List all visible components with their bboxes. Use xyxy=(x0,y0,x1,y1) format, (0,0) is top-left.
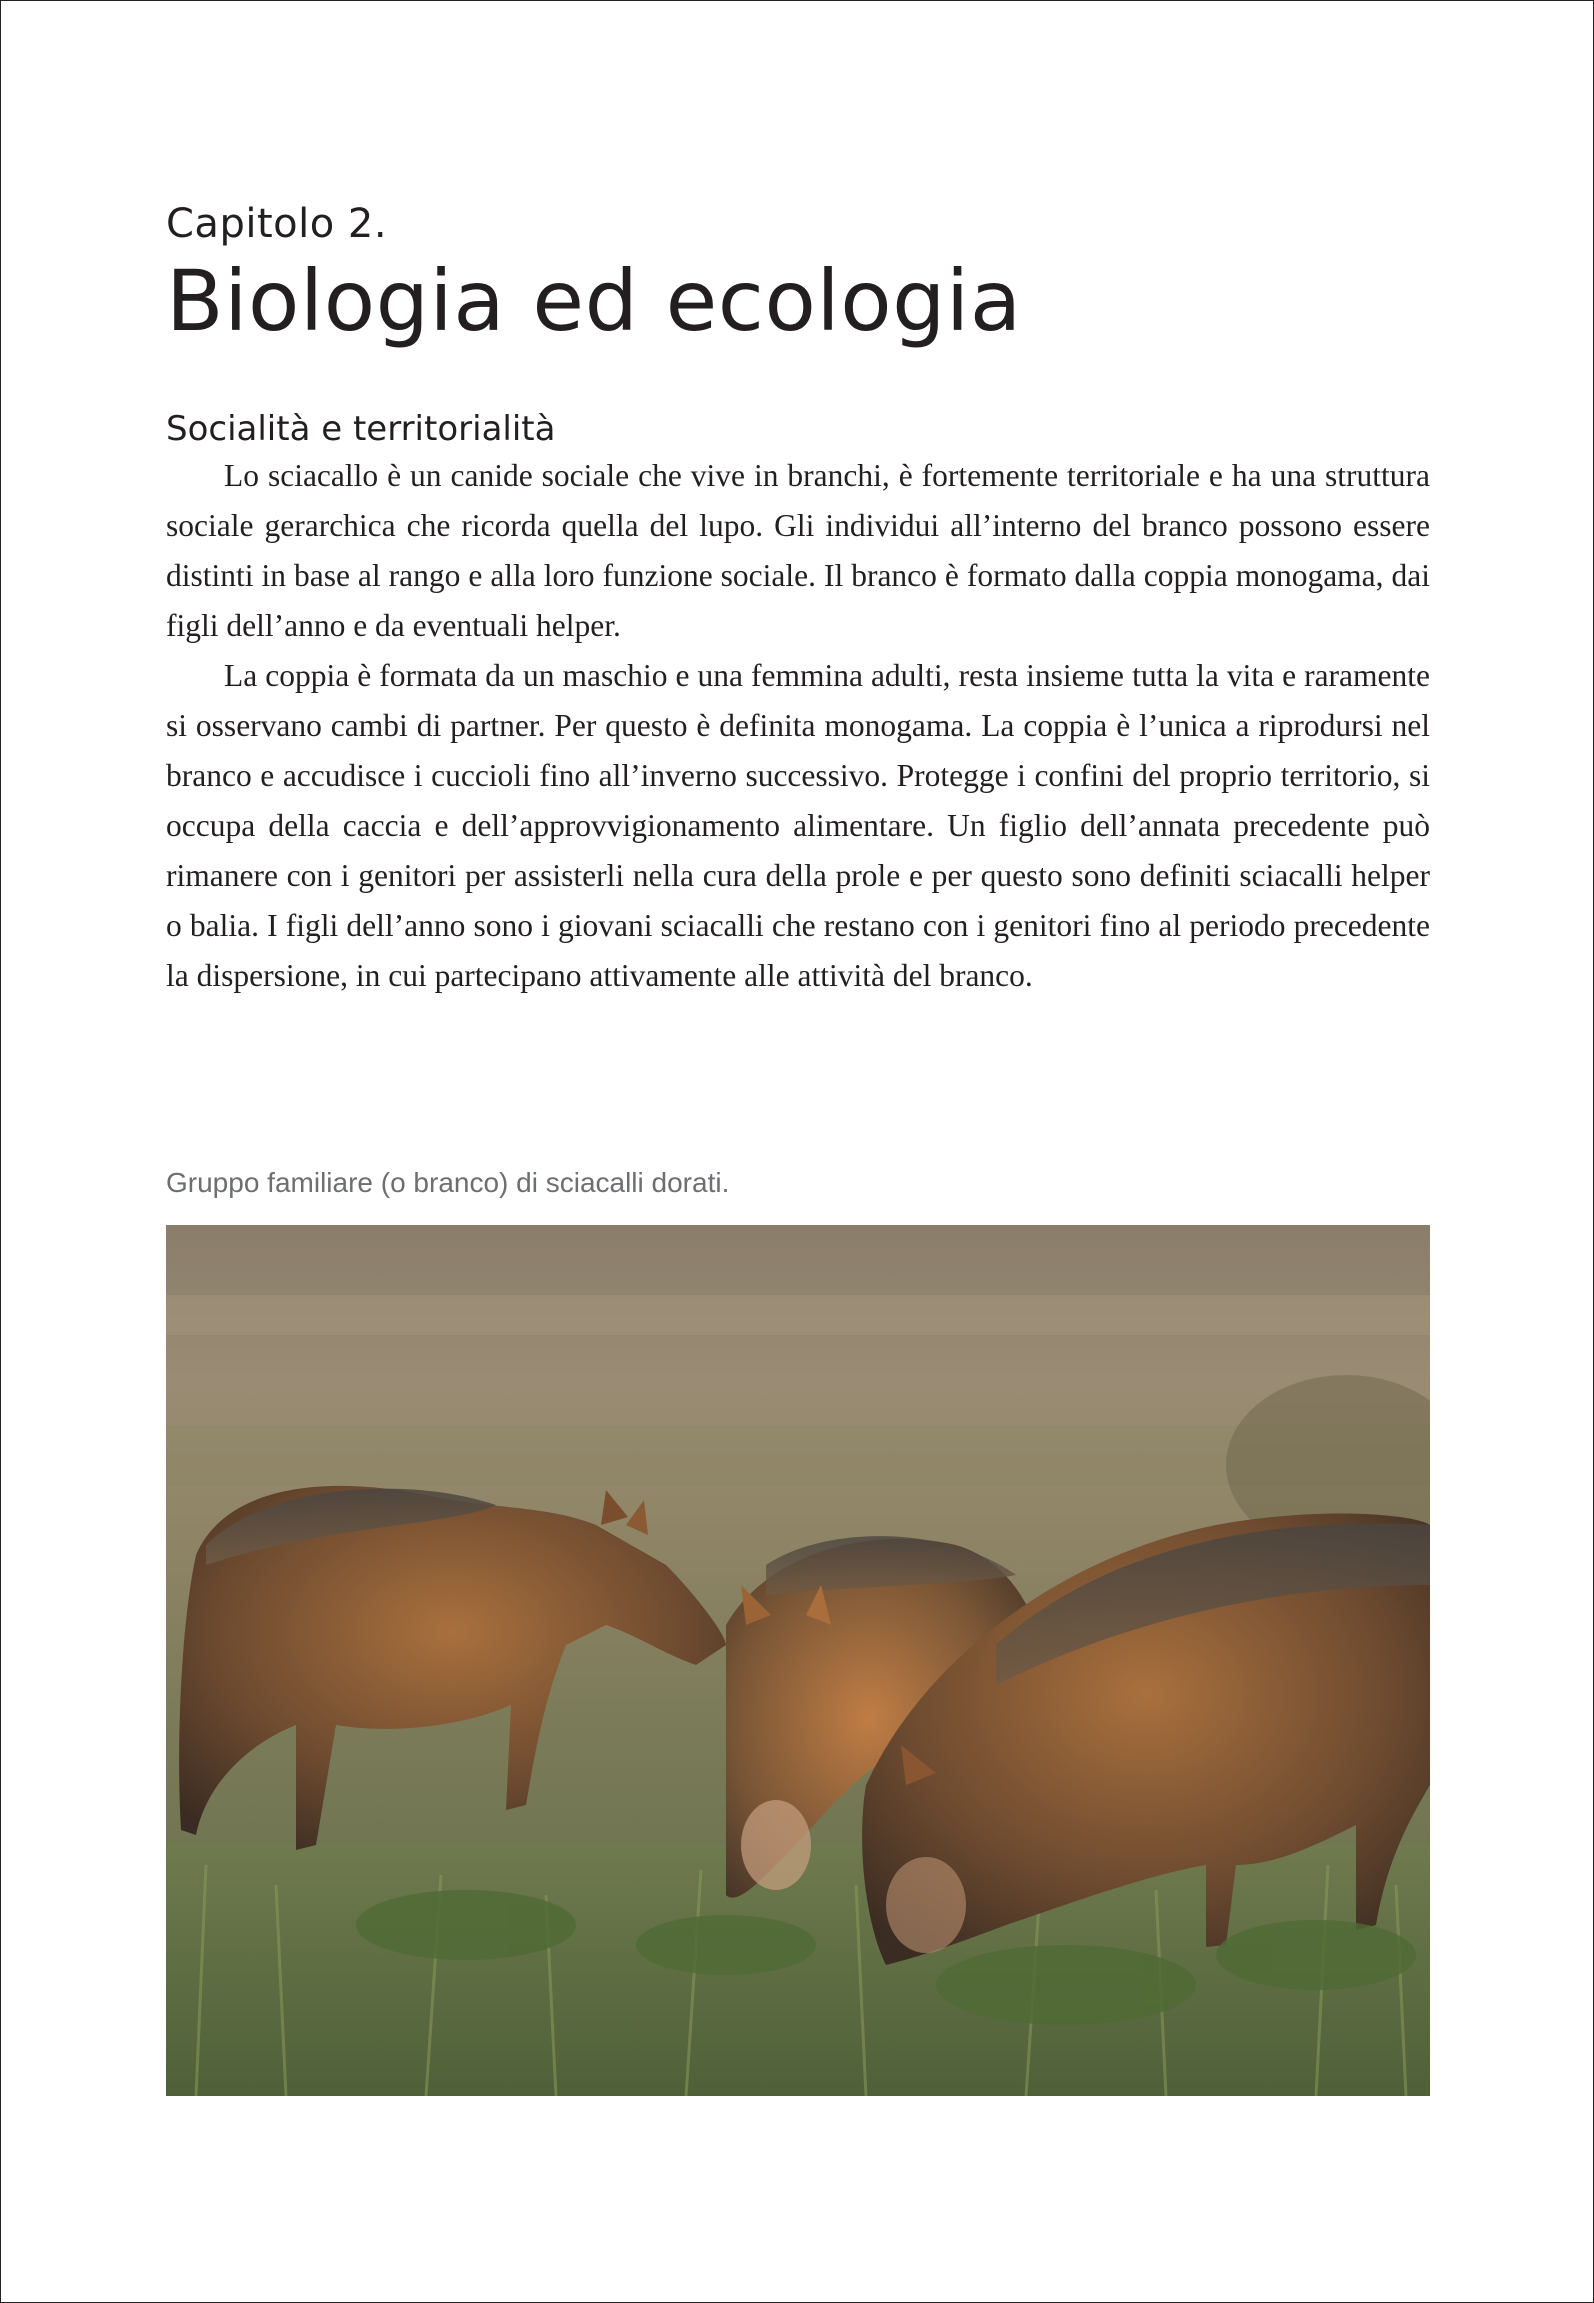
paragraph-2: La coppia è formata da un maschio e una femmina adulti, resta insieme tutta la vita e raramente si osservano cambi di partner. Per questo è definita monogama. La coppia è l’unica a riprodursi nel branco e accudisce i cuccioli fino all’inverno successivo. Protegge i confini del proprio territorio, si occupa della caccia e dell’approvvigionamento alimentare. Un figlio dell’annata precedente può rimanere con i genitori per assisterli nella cura della prole e per questo sono definiti sciacalli helper o balia. I figli dell’anno sono i giovani sciacalli che restano con i genitori fino al periodo precedente la dispersione, in cui partecipano attivamente alle attività del branco. xyxy=(166,658,1430,993)
chapter-title: Biologia ed ecologia xyxy=(166,252,1022,350)
figure-caption: Gruppo familiare (o branco) di sciacalli dorati. xyxy=(166,1167,730,1198)
photo-illustration xyxy=(166,1225,1430,2096)
chapter-label: Capitolo 2. xyxy=(166,201,388,247)
jackal-family-photo xyxy=(166,1225,1430,2096)
section-heading: Socialità e territorialità xyxy=(166,409,556,449)
text-block xyxy=(166,197,1430,1001)
paragraph-1: Lo sciacallo è un canide sociale che vive in branchi, è fortemente territoriale e ha una struttura sociale gerarchica che ricorda quella del lupo. Gli individui all’interno del branco possono essere distinti in base al rango e alla loro funzione sociale. Il branco è formato dalla coppia monogama, dai figli dell’anno e da eventuali helper. xyxy=(166,458,1430,643)
